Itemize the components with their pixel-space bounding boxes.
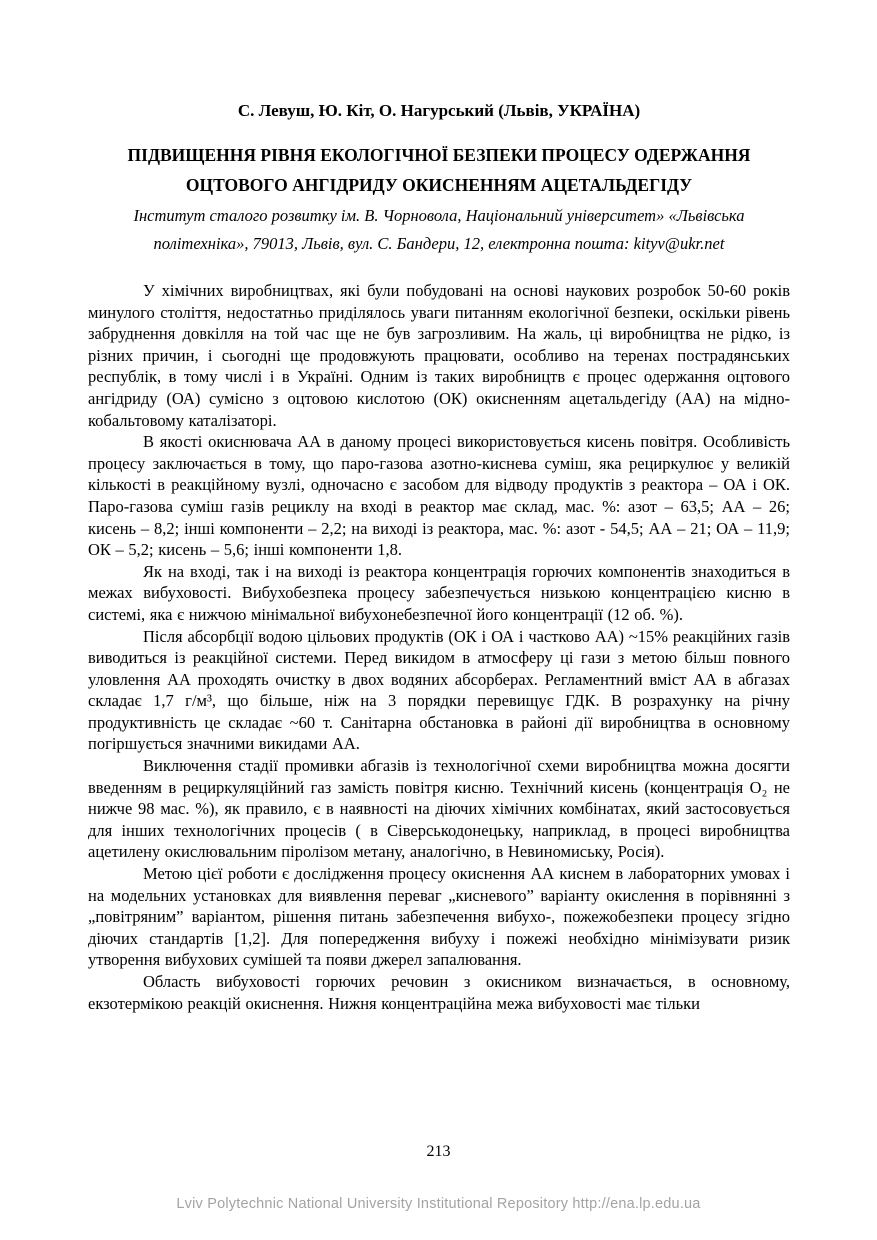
article-body — [88, 280, 790, 1014]
paragraph-7: Область вибуховості горючих речовин з окисником визначається, в основному, екзотермікою реакцій окиснення. Нижня концентраційна межа вибуховості має тільки — [88, 972, 790, 1013]
page-content — [88, 100, 790, 1014]
paper-title: ПІДВИЩЕННЯ РІВНЯ ЕКОЛОГІЧНОЇ БЕЗПЕКИ ПРОЦЕСУ ОДЕРЖАННЯ ОЦТОВОГО АНГІДРИДУ ОКИСНЕННЯМ АЦЕТАЛЬДЕГІДУ — [127, 145, 751, 195]
paragraph-3: Як на вході, так і на виході із реактора концентрація горючих компонентів знаходиться в межах вибуховості. Вибухобезпека процесу забезпечується низькою концентрацією кисню в системі, яка є нижчою мінімальної вибухонебезпечної його концентрації (12 об. %). — [88, 561, 790, 624]
repository-footer: Lviv Polytechnic National University Institutional Repository http://ena.lp.edu.ua — [176, 1196, 701, 1212]
paragraph-4: Після абсорбції водою цільових продуктів (ОК і ОА і частково АА) ~15% реакційних газів виводиться із реакційної системи. Перед викидом в атмосферу ці гази з метою більш повного уловлення АА проходять очистку в двох водяних абсорберах. Регламентний вміст АА в абгазах складає 1,7 г/м³, що більше, ніж на 3 порядки перевищує ГДК. В розрахунку на річну продуктивність це складає ~60 т. Санітарна обстановка в районі дії виробництва в основному погіршується значними викидами АА. — [88, 626, 790, 754]
affiliation: Інститут сталого розвитку ім. В. Чорновола, Національний університет» «Львівська політехніка», 79013, Львів, вул. С. Бандери, 12, електронна пошта: kityv@ukr.net — [133, 206, 745, 253]
author-line: С. Левуш, Ю. Кіт, О. Нагурський (Львів, УКРАЇНА) — [237, 101, 641, 120]
paragraph-5: Виключення стадії промивки абгазів із технологічної схеми виробництва можна досягти введенням в рециркуляційний газ замість повітря кисню. Технічний кисень (концентрація О₂ не нижче 98 мас. %), як правило, є в наявності на діючих хімічних комбінатах, який застосовується для інших технологічних процесів ( в Сіверськодонецьку, наприклад, в процесі виробництва ацетилену окислювальним піролізом метану, аналогічно, в Невиномиську, Росія). — [88, 756, 790, 862]
page-number: 213 — [426, 1143, 451, 1160]
paragraph-2: В якості окиснювача АА в даному процесі використовується кисень повітря. Особливість процесу заключається в тому, що паро-газова азотно-киснева суміш, яка рециркулює у великій кількості в реакційному вузлі, одночасно є засобом для відводу продуктів з реактора – ОА і ОК. Паро-газова суміш газів рециклу на вході в реактор має склад, мас. %: азот – 63,5; АА – 26; кисень – 8,2; інші компоненти – 2,2; на виході із реактора, мас. %: азот - 54,5; АА – 21; ОА – 11,9; ОК – 5,2; кисень – 5,6; інші компоненти 1,8. — [88, 432, 790, 560]
paragraph-1: У хімічних виробництвах, які були побудовані на основі наукових розробок 50-60 років минулого століття, недостатньо приділялось уваги питанням екологічної безпеки, оскільки рівень забруднення довкілля на той час ще не був загрозливим. На жаль, ці виробництва не рідко, із різних причин, і сьогодні ще продовжують працювати, особливо на теренах пострадянських республік, в тому числі і в Україні. Одним із таких виробництв є процес одержання оцтового ангідриду (ОА) сумісно з оцтовою кислотою (ОК) окисненням ацетальдегіду (АА) на мідно-кобальтовому каталізаторі. — [88, 281, 790, 430]
paragraph-6: Метою цієї роботи є дослідження процесу окиснення АА киснем в лабораторних умовах і на модельних установках для виявлення переваг „кисневого” варіанту окислення в порівнянні з „повітряним” варіантом, рішення питань забезпечення вибухо-, пожежобезпеки процесу згідно діючих стандартів [1,2]. Для попередження вибуху і пожежі необхідно мінімізувати ризик утворення вибухових сумішей та появи джерел запалювання. — [88, 864, 790, 970]
